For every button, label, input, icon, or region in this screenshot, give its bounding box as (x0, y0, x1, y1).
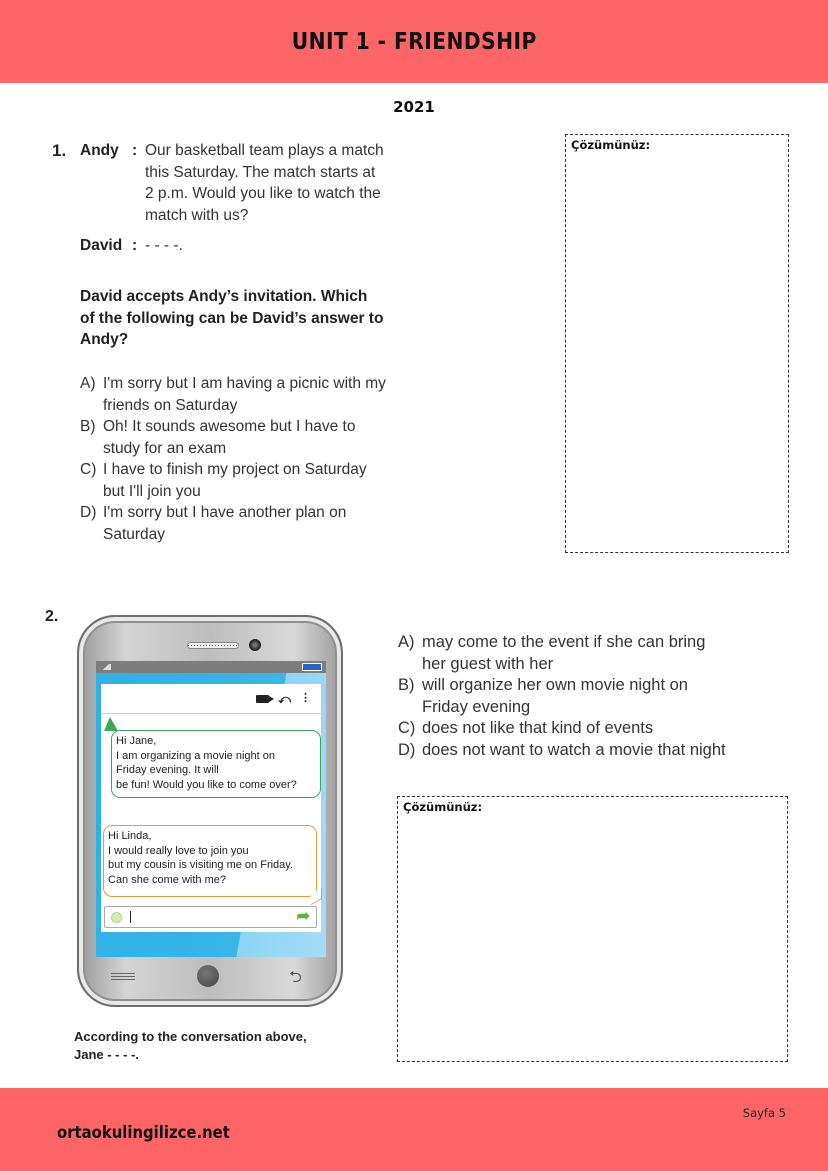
phone-screen (96, 673, 326, 957)
option-line: does not like that kind of events (422, 719, 654, 737)
option-line: may come to the event if she can bring (422, 633, 706, 651)
exam-year: 2021 (393, 98, 435, 116)
menu-icon (111, 973, 135, 980)
message-line: Hi Jane, (116, 735, 157, 747)
page-number: Sayfa 5 (742, 1106, 786, 1120)
speaker-colon: : (132, 142, 138, 159)
message-bubble-jane (103, 825, 317, 897)
status-bar (96, 661, 326, 673)
option-letter: B) (80, 418, 96, 435)
phone-illustration (77, 615, 343, 1007)
option-b[interactable] (398, 675, 778, 718)
option-line: study for an exam (103, 439, 227, 457)
option-text (422, 740, 778, 762)
answer-options (398, 632, 778, 761)
text-cursor (130, 911, 131, 923)
chat-toolbar (101, 684, 321, 714)
message-line: I am organizing a movie night on (116, 749, 275, 762)
prompt-line: Andy? (80, 331, 129, 348)
question-prompt (74, 1028, 364, 1064)
option-text (103, 459, 425, 502)
option-letter: C) (80, 461, 97, 478)
footer-banner (0, 1088, 828, 1171)
solution-box-q1[interactable] (565, 134, 789, 553)
speaker-colon: : (132, 237, 138, 254)
phone-call-icon: ⤺ (278, 691, 291, 706)
option-line: Oh! It sounds awesome but I have to (103, 418, 356, 435)
message-compose-field (104, 906, 317, 928)
option-text (103, 416, 425, 459)
message-line: Hi Linda, (108, 830, 152, 842)
option-line: I'm sorry but I have another plan on (103, 504, 347, 521)
option-line: Saturday (103, 525, 166, 543)
option-text (422, 632, 778, 675)
option-letter: A) (80, 375, 96, 392)
option-line: friends on Saturday (103, 396, 238, 414)
more-options-icon: ⋮ (300, 692, 311, 704)
utterance-line: match with us? (145, 206, 249, 224)
site-name: ortaokulingilizce.net (57, 1123, 230, 1142)
prompt-line: David accepts Andy’s invitation. Which (80, 288, 368, 305)
option-letter: D) (80, 504, 97, 521)
prompt-line: of the following can be David’s answer to (80, 309, 384, 327)
option-text (422, 718, 778, 740)
utterance-line: this Saturday. The match starts at (145, 163, 376, 181)
utterance-line: Our basketball team plays a match (145, 142, 384, 159)
battery-icon (302, 663, 322, 671)
option-text (422, 675, 778, 718)
option-a[interactable] (398, 632, 778, 675)
question-number: 1. (52, 141, 67, 160)
option-d[interactable] (80, 502, 425, 545)
prompt-line: Jane - - - -. (74, 1047, 140, 1062)
message-line: Friday evening. It will (116, 764, 219, 776)
emoji-icon (111, 912, 122, 923)
utterance-line: 2 p.m. Would you like to watch the (145, 185, 381, 202)
option-text (103, 373, 425, 416)
option-line: but I'll join you (103, 482, 201, 500)
question-prompt (80, 286, 420, 351)
option-b[interactable] (80, 416, 425, 459)
speaker-name: David (80, 237, 123, 254)
message-bubble-linda (111, 730, 321, 798)
option-c[interactable] (398, 718, 778, 740)
option-line: does not want to watch a movie that night (422, 740, 726, 759)
chat-area (101, 684, 321, 932)
back-icon: ⮌ (289, 969, 302, 986)
earpiece-icon (187, 642, 239, 649)
solution-box-q2[interactable] (397, 796, 788, 1062)
message-line: Can she come with me? (108, 873, 226, 886)
option-line: will organize her own movie night on (422, 676, 688, 694)
message-line: be fun! Would you like to come over? (116, 778, 297, 791)
send-arrow-icon: ➦ (296, 908, 310, 925)
option-text (103, 502, 425, 545)
option-line: I have to finish my project on Saturday (103, 461, 367, 478)
solution-label: Çözümünüz: (403, 800, 483, 814)
option-line: I'm sorry but I am having a picnic with my (103, 375, 386, 392)
option-c[interactable] (80, 459, 425, 502)
option-letter: A) (398, 633, 415, 651)
front-camera-icon (249, 639, 261, 651)
option-letter: B) (398, 676, 415, 694)
home-button-icon (197, 965, 219, 987)
prompt-line: According to the conversation above, (74, 1029, 307, 1044)
phone-nav-bar (79, 961, 345, 991)
message-line: I would really love to join you (108, 844, 249, 857)
solution-label: Çözümünüz: (571, 138, 651, 152)
option-a[interactable] (80, 373, 425, 416)
option-line: Friday evening (422, 697, 531, 716)
utterance (145, 140, 410, 226)
dialogue-line-david (80, 235, 410, 257)
signal-icon (101, 664, 111, 670)
unit-title: UNIT 1 - FRIENDSHIP (291, 28, 537, 55)
utterance-line: - - - -. (145, 237, 183, 254)
message-line: but my cousin is visiting me on Friday. (108, 859, 294, 871)
answer-options (80, 373, 425, 545)
utterance-blank (145, 235, 410, 257)
option-d[interactable] (398, 740, 778, 762)
speaker-name: Andy (80, 142, 119, 159)
option-letter: C) (398, 719, 416, 737)
option-letter: D) (398, 740, 416, 759)
option-line: her guest with her (422, 654, 554, 673)
video-call-icon (256, 695, 269, 703)
header-banner (0, 0, 828, 83)
question-number: 2. (45, 608, 59, 625)
dialogue-line-andy (80, 140, 410, 226)
